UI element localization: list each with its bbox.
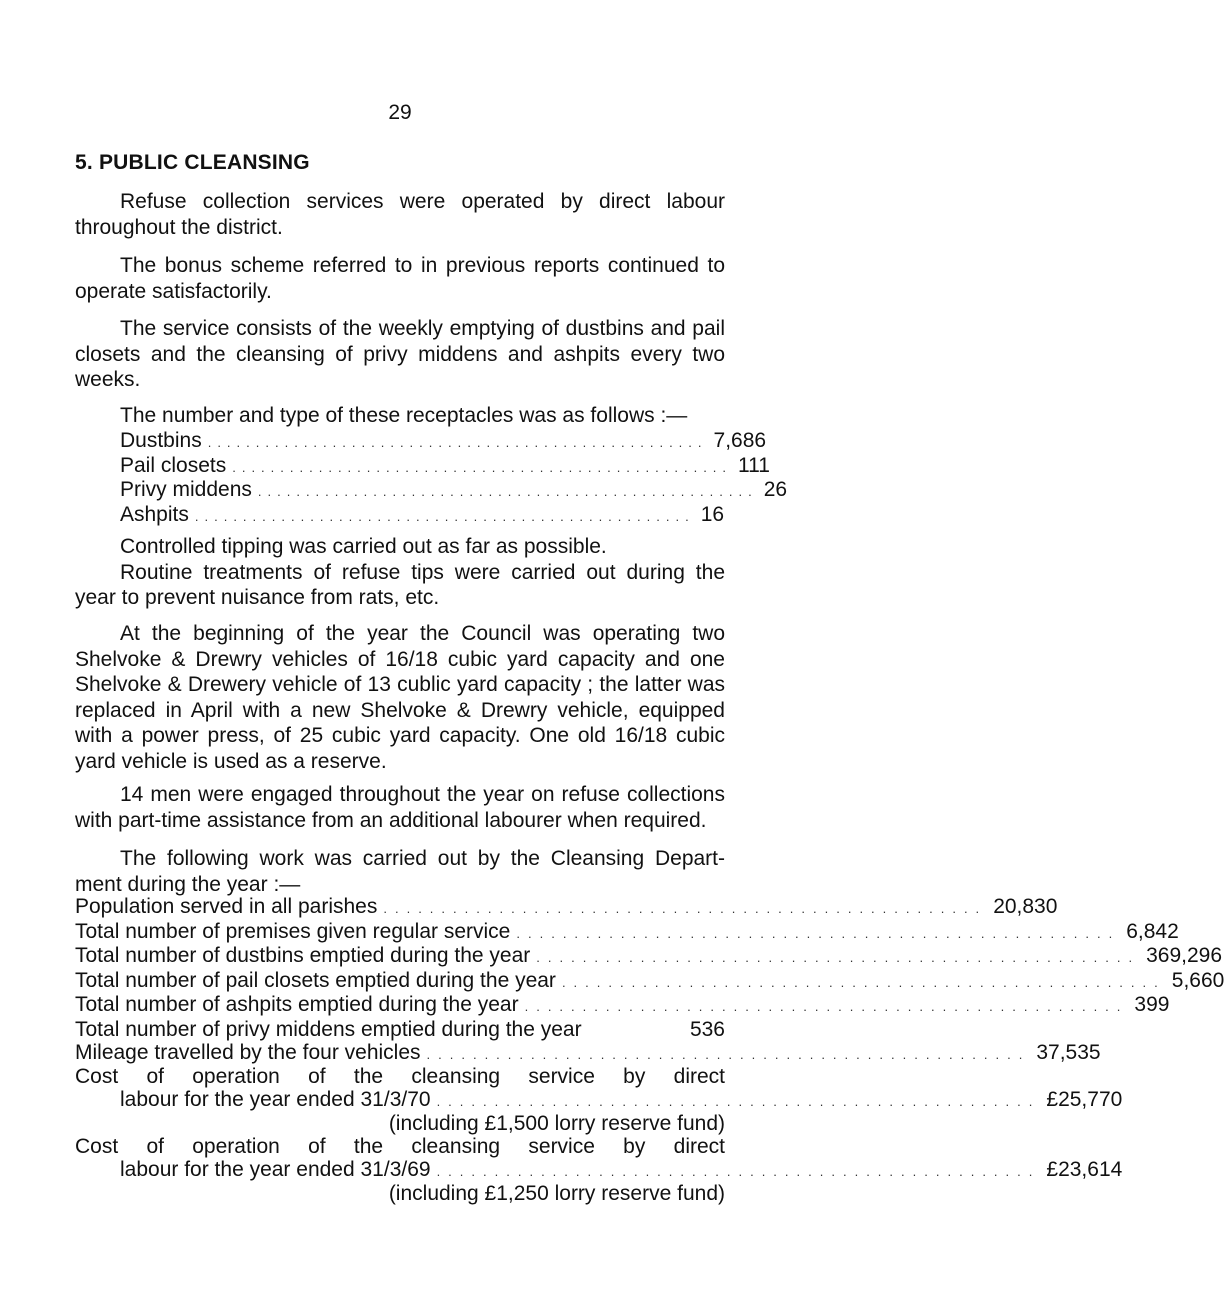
paragraph-men-engaged [75, 782, 725, 833]
work-row [75, 944, 1223, 970]
cost-note: (including £1,500 lorry reserve fund) [388, 1112, 725, 1136]
paragraph-text: Refuse collection services were operated by direct labour throughout the district. [75, 190, 725, 239]
cost-row [75, 1087, 1123, 1114]
receptacle-row [120, 429, 767, 455]
leader-dots: .................................................... [194, 508, 695, 524]
paragraph-text: The following work was carried out by the Cleansing Depart-ment during the year :— [75, 847, 725, 896]
paragraph-refuse-collection [75, 189, 725, 240]
receptacle-label: Dustbins [120, 429, 202, 452]
leader-dots: .................................................... [207, 435, 708, 450]
receptacles-table [120, 429, 788, 528]
cost-value: £23,614 [1046, 1157, 1123, 1181]
work-value: 536 [689, 1017, 725, 1041]
leader-dots: .................................................... [516, 925, 1121, 941]
work-value: 37,535 [1036, 1040, 1101, 1064]
leader-dots: .................................................... [232, 459, 733, 475]
page-number: 29 [388, 101, 412, 124]
work-value: 5,660 [1171, 968, 1224, 992]
work-row [75, 968, 1224, 995]
work-label: Total number of premises given regular service [75, 919, 511, 943]
cost-line: Cost of operation of the cleansing service by direct [75, 1065, 725, 1089]
paragraph-text: At the beginning of the year the Council was operating two Shelvoke & Drewry vehicles of 16/18 cubic yard capacity and one Shelvoke & Drewery vehicle of 13 cublic yard capacity ; the latter was replaced in April with a new Shelvoke & Drewry vehicle, equipped with a power press, of 25 cubic yard capacity. One old 16/18 cubic yard vehicle is used as a reserve. [75, 622, 725, 773]
receptacle-row [120, 502, 725, 529]
work-label: Population served in all parishes [75, 895, 378, 918]
leader-dots: .................................................... [561, 974, 1166, 990]
work-row [75, 1040, 1101, 1067]
receptacle-label: Privy middens [120, 478, 252, 501]
receptacle-label: Ashpits [120, 502, 189, 526]
paragraph-text: Controlled tipping was carried out as far as possible. [120, 535, 607, 558]
receptacle-value: 16 [700, 502, 725, 526]
paragraph-controlled-tipping [75, 534, 725, 611]
work-value: 399 [1134, 993, 1170, 1017]
receptacle-label: Pail closets [120, 453, 227, 477]
work-table [75, 895, 1224, 1206]
work-label: Total number of privy middens emptied during the year [75, 1017, 582, 1041]
work-row [75, 1019, 725, 1042]
paragraph-bonus-scheme [75, 253, 725, 304]
work-label: Total number of pail closets emptied during the year [75, 968, 556, 992]
paragraph-text: Routine treatments of refuse tips were carried out during the year to prevent nuisance from rats, etc. [75, 560, 725, 609]
paragraph-service [75, 316, 725, 393]
leader-dots: .................................................... [524, 999, 1129, 1015]
cost-row [75, 1157, 1123, 1184]
work-row [75, 895, 1058, 921]
work-row [75, 919, 1179, 946]
cost-note: (including £1,250 lorry reserve fund) [388, 1182, 725, 1206]
receptacle-row [120, 453, 770, 480]
cost-line: Cost of operation of the cleansing service by direct [75, 1134, 725, 1158]
leader-dots: .................................................... [383, 901, 988, 916]
receptacle-row [120, 478, 788, 504]
paragraph-text: The service consists of the weekly emptying of dustbins and pail closets and the cleansing of privy middens and ashpits every two weeks. [75, 317, 725, 391]
receptacle-value: 7,686 [713, 429, 767, 452]
paragraph-text: 14 men were engaged throughout the year on refuse collections with part-time assistance from an additional labourer when required. [75, 783, 725, 832]
paragraph-work-intro [75, 846, 725, 897]
work-label: Mileage travelled by the four vehicles [75, 1040, 421, 1064]
leader-dots: .................................................... [426, 1046, 1031, 1062]
paragraph-text: The number and type of these receptacles was as follows :— [120, 404, 688, 427]
cost-label: labour for the year ended 31/3/69 [120, 1157, 431, 1181]
receptacle-value: 26 [763, 478, 788, 501]
work-value: 6,842 [1126, 919, 1179, 943]
work-label: Total number of dustbins emptied during the year [75, 944, 531, 968]
paragraph-text: The bonus scheme referred to in previous reports continued to operate satisfactorily. [75, 254, 725, 303]
work-value: 369,296 [1146, 944, 1223, 968]
cost-label: labour for the year ended 31/3/70 [120, 1087, 431, 1111]
work-label: Total number of ashpits emptied during the year [75, 993, 519, 1017]
leader-dots: .................................................... [436, 1163, 1041, 1179]
cost-entry [75, 1065, 1123, 1136]
leader-dots: .................................................... [257, 484, 758, 499]
receptacle-value: 111 [738, 453, 770, 477]
leader-dots: .................................................... [536, 950, 1141, 966]
paragraph-receptacles-intro [75, 403, 725, 429]
cost-entry [75, 1134, 1123, 1206]
leader-dots: .................................................... [436, 1093, 1041, 1109]
work-row [75, 993, 1170, 1019]
cost-value: £25,770 [1046, 1087, 1123, 1111]
paragraph-vehicles [75, 621, 725, 774]
work-value: 20,830 [993, 895, 1058, 918]
section-heading: 5. PUBLIC CLEANSING [75, 151, 310, 174]
